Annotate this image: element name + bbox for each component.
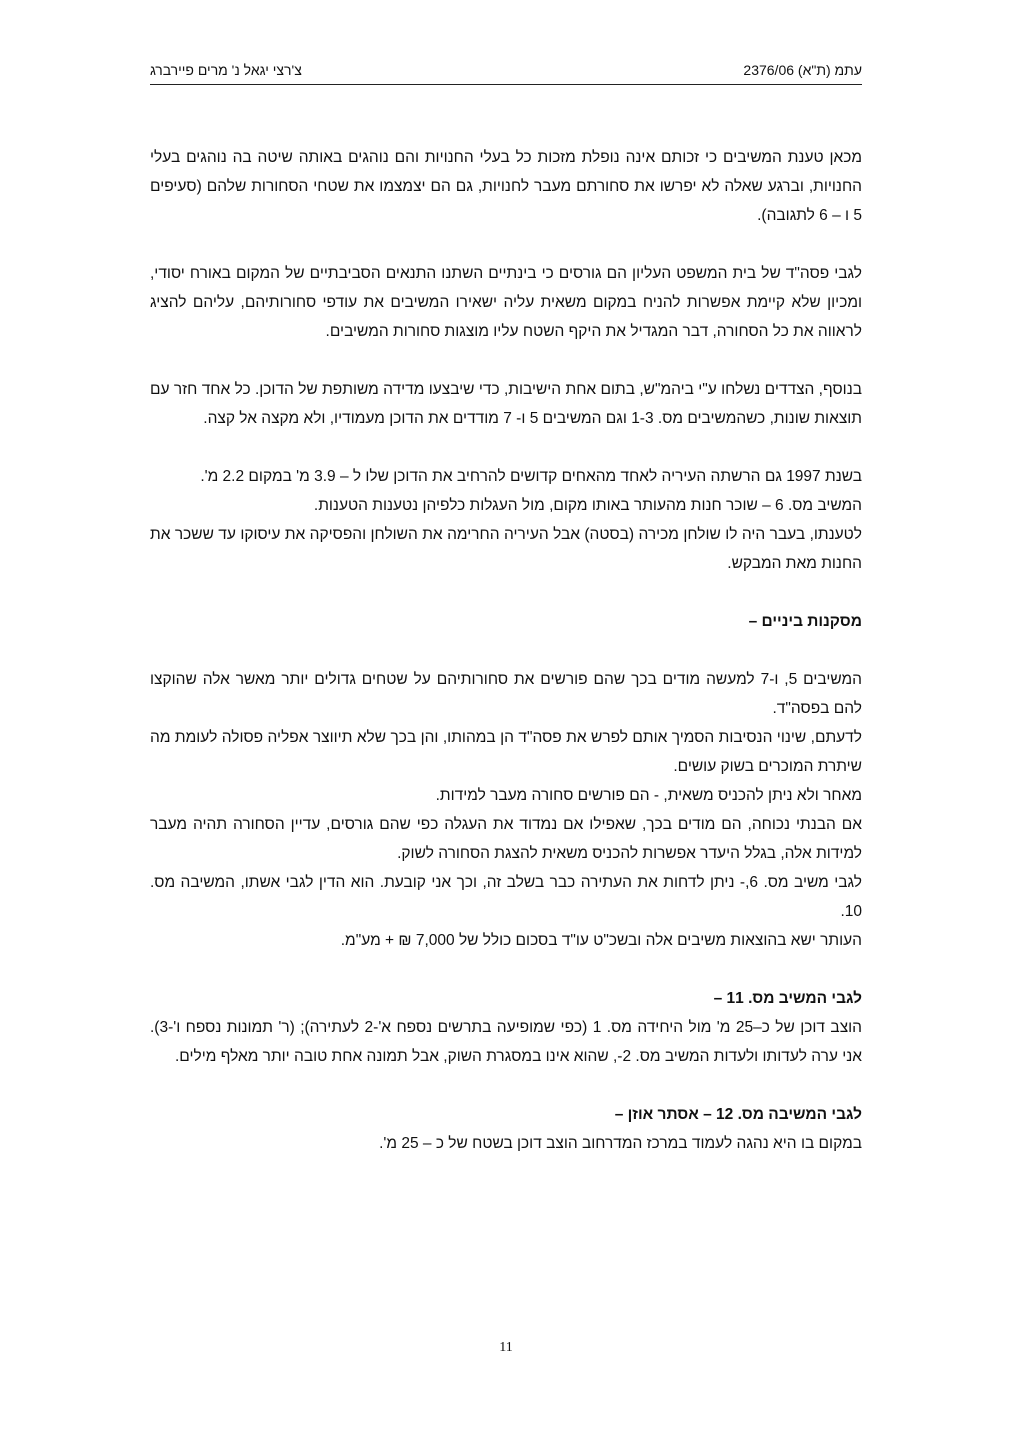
paragraph: המשיב מס. 6 – שוכר חנות מהעותר באותו מקום, מול העגלות כלפיהן נטענות הטענות. [313,497,862,514]
paragraph: לגבי משיב מס. 6,- ניתן לדחות את העתירה כבר בשלב זה, וכך אני קובעת. הוא הדין לגבי אשתו, המשיבה מס. 10. [150,874,862,920]
paragraph: לגבי פסה"ד של בית המשפט העליון הם גורסים כי בינתיים השתנו התנאים הסביבתיים של המקום באורח יסודי, ומכיון שלא קיימת אפשרות להניח במקום משאית עליה ישאירו המשיבים את עודפי סחורותיהם, עליהם להציג לראווה את כל הסחורה, דבר המגדיל את היקף השטח עליו מוצגות סחורות המשיבים. [150,265,862,340]
paragraph: בנוסף, הצדדים נשלחו ע"י ביהמ"ש, בתום אחת הישיבות, כדי שיבצעו מדידה משותפת של הדוכן. כל אחד חזר עם תוצאות שונות, כשהמשיבים מס. 1-3 וגם המשיבים 5 ו- 7 מודדים את הדוכן מעמודיו, ולא מקצה אל קצה. [150,381,862,427]
paragraph: במקום בו היא נהגה לעמוד במרכז המדרחוב הוצב דוכן בשטח של כ – 25 מ'. [379,1135,862,1152]
page-number: 11 [499,1340,513,1355]
paragraph: הוצב דוכן של כ–25 מ' מול היחידה מס. 1 (כפי שמופיעה בתרשים נספח א'-2 לעתירה); (ר' תמונות נספח ו'-3). אני ערה לעדותו ולעדות המשיב מס. 2-, שהוא אינו במסגרת השוק, אבל תמונה אחת טובה יותר מאלף מילים. [150,1019,862,1065]
section-heading: מסקנות ביניים – [748,613,862,630]
section-heading: לגבי המשיב מס. 11 – [713,990,862,1007]
paragraph: לטענתו, בעבר היה לו שולחן מכירה (בסטה) אבל העיריה החרימה את השולחן והפסיקה את עיסוקו עד ששכר את החנות מאת המבקש. [150,526,862,572]
document-body [150,143,862,1158]
paragraph: אם הבנתי נכוחה, הם מודים בכך, שאפילו אם נמדוד את העגלה כפי שהם גורסים, עדיין הסחורה תהיה מעבר למידות אלה, בגלל היעדר אפשרות להכניס משאית להצגת הסחורה לשוק. [150,816,862,862]
paragraph: המשיבים 5, ו-7 למעשה מודים בכך שהם פורשים את סחורותיהם על שטחים גדולים יותר מאשר אלה שהוקצו להם בפסה"ד. [150,671,862,717]
page-header [150,58,862,85]
paragraph: בשנת 1997 גם הרשתה העיריה לאחד מהאחים קדושים להרחיב את הדוכן שלו ל – 3.9 מ' במקום 2.2 מ'. [200,468,862,485]
case-number: עתמ (ת"א) 2376/06 [743,62,862,78]
section-heading: לגבי המשיבה מס. 12 – אסתר אוזן – [614,1106,862,1123]
case-parties: צ'רצי יגאל נ' מרים פיירברג [150,62,302,78]
paragraph: מאחר ולא ניתן להכניס משאית, - הם פורשים סחורה מעבר למידות. [435,787,862,804]
paragraph: העותר ישא בהוצאות משיבים אלה ובשכ"ט עו"ד בסכום כולל של 7,000 ₪ + מע"מ. [340,932,862,949]
paragraph: מכאן טענת המשיבים כי זכותם אינה נופלת מזכות כל בעלי החנויות והם נוהגים באותה שיטה בה נוהגים בעלי החנויות, וברגע שאלה לא יפרשו את סחורתם מעבר לחנויות, גם הם יצמצמו את שטחי הסחורות שלהם (סעיפים 5 ו – 6 לתגובה). [150,149,862,224]
paragraph: לדעתם, שינוי הנסיבות הסמיך אותם לפרש את פסה"ד הן במהותו, והן בכך שלא תיווצר אפליה פסולה לעומת מה שיתרת המוכרים בשוק עושים. [150,729,862,775]
